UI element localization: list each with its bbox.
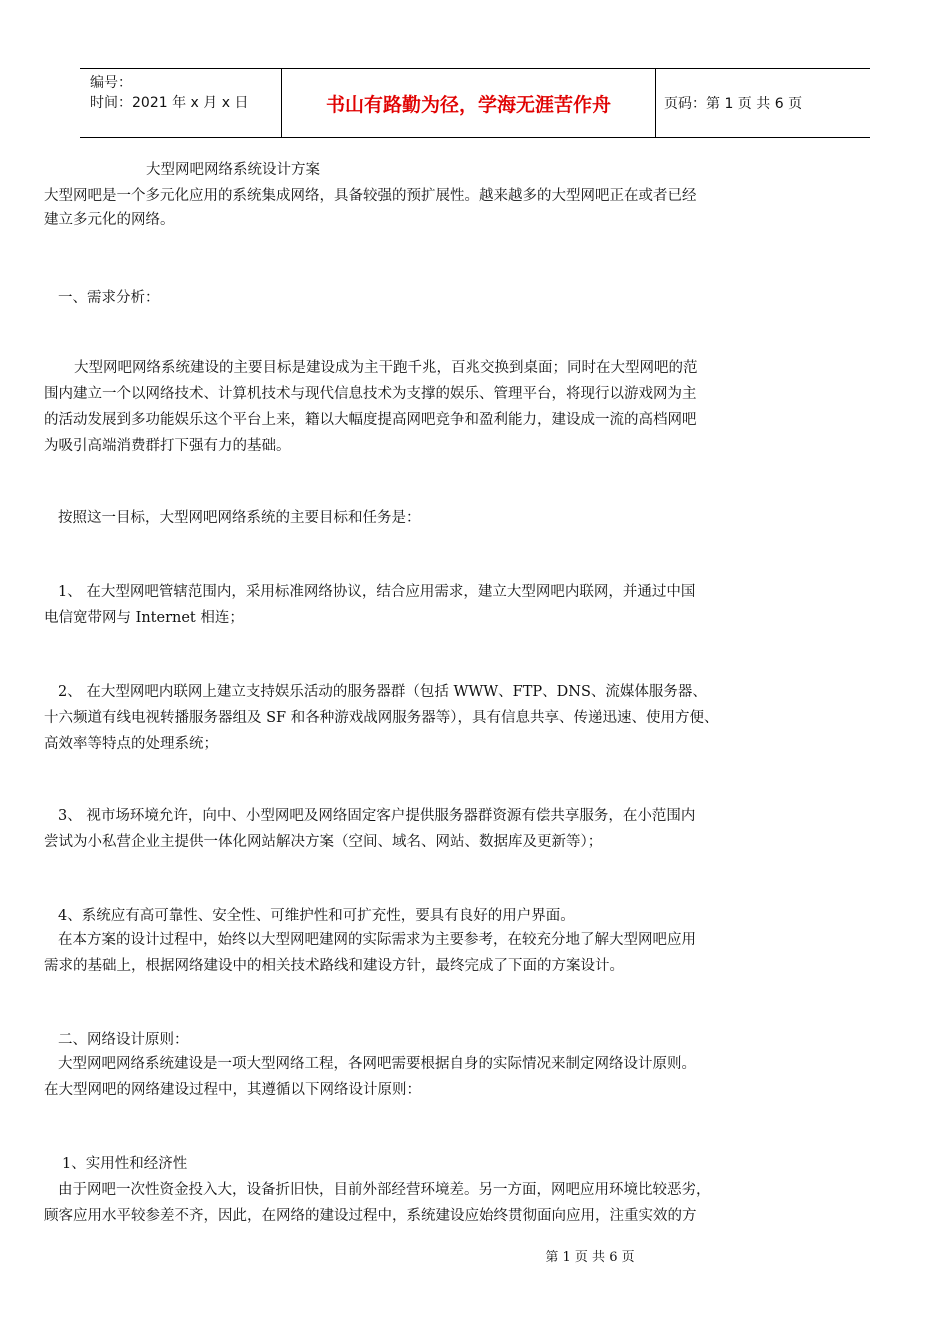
paragraph-line: 在本方案的设计过程中，始终以大型网吧建网的实际需求为主要参考，在较充分地了解大型网吧应用 [58,932,696,948]
list-item: 2、 在大型网吧内联网上建立支持娱乐活动的服务器群（包括 WWW、FTP、DNS、流媒体服务器、 [58,684,707,700]
page-header [80,68,870,138]
paragraph-line: 电信宽带网与 Internet 相连； [44,610,244,626]
paragraph-line: 高效率等特点的处理系统； [44,736,218,752]
section-heading: 二、网络设计原则： [58,1032,189,1048]
document-title: 大型网吧网络系统设计方案 [146,162,320,178]
paragraph-line: 大型网吧网络系统建设是一项大型网络工程，各网吧需要根据自身的实际情况来制定网络设计原则。 [58,1056,696,1072]
paragraph-line: 大型网吧网络系统建设的主要目标是建设成为主干跑千兆，百兆交换到桌面；同时在大型网吧的范 [74,360,698,376]
paragraph-line: 由于网吧一次性资金投入大，设备折旧快，目前外部经营环境差。另一方面，网吧应用环境比较恶劣， [58,1182,711,1198]
paragraph-line: 尝试为小私营企业主提供一体化网站解决方案（空间、域名、网站、数据库及更新等）； [44,834,603,850]
header-motto: 书山有路勤为径，学海无涯苦作舟 [282,69,656,137]
subsection-heading: 1、实用性和经济性 [62,1156,188,1172]
list-item: 4、系统应有高可靠性、安全性、可维护性和可扩充性，要具有良好的用户界面。 [58,908,575,924]
paragraph-line: 围内建立一个以网络技术、计算机技术与现代信息技术为支撑的娱乐、管理平台，将现行以游戏网为主 [44,386,697,402]
paragraph-line: 十六频道有线电视转播服务器组及 SF 和各种游戏战网服务器等），具有信息共享、传递迅速、使用方便、 [44,710,719,726]
paragraph-line: 建立多元化的网络。 [44,212,175,228]
list-item: 1、 在大型网吧管辖范围内，采用标准网络协议，结合应用需求，建立大型网吧内联网，并通过中国 [58,584,696,600]
paragraph-line: 为吸引高端消费群打下强有力的基础。 [44,438,291,454]
page-footer: 第 1 页 共 6 页 [545,1250,635,1265]
document-date: 时间：2021 年 x 月 x 日 [90,95,249,111]
paragraph-line: 的活动发展到多功能娱乐这个平台上来，籍以大幅度提高网吧竞争和盈利能力，建设成一流的高档网吧 [44,412,697,428]
paragraph-line: 在大型网吧的网络建设过程中，其遵循以下网络设计原则： [44,1082,421,1098]
paragraph-line: 需求的基础上，根据网络建设中的相关技术路线和建设方针，最终完成了下面的方案设计。 [44,958,624,974]
paragraph-line: 大型网吧是一个多元化应用的系统集成网络，具备较强的预扩展性。越来越多的大型网吧正在或者已经 [44,188,697,204]
paragraph-line: 顾客应用水平较参差不齐，因此，在网络的建设过程中，系统建设应始终贯彻面向应用，注重实效的方 [44,1208,697,1224]
list-item: 3、 视市场环境允许，向中、小型网吧及网络固定客户提供服务器群资源有偿共享服务，在小范围内 [58,808,696,824]
document-number-label: 编号： [90,75,132,91]
header-page-info: 页码：第 1 页 共 6 页 [664,96,803,112]
header-meta [80,69,282,137]
section-heading: 一、需求分析： [58,290,160,306]
paragraph-line: 按照这一目标，大型网吧网络系统的主要目标和任务是： [58,510,421,526]
